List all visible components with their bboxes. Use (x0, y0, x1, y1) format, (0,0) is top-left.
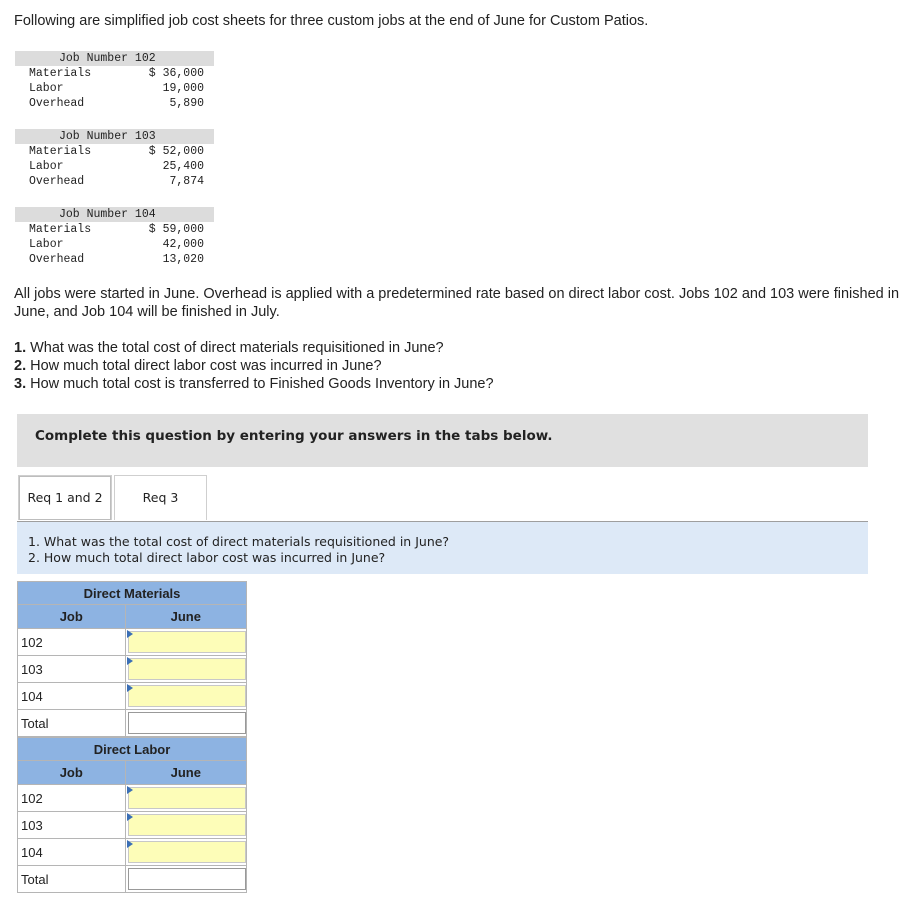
description-paragraph: All jobs were started in June. Overhead is applied with a predetermined rate based on direct labor cost. Jobs 102 and 103 were finished in June, and Job 104 will be finished in July. (14, 286, 900, 320)
row-label: Overhead (29, 253, 85, 266)
job-sheet-header: Job Number 103 (15, 129, 214, 144)
dm-104-input[interactable] (128, 685, 246, 707)
row-label: Labor (29, 82, 64, 95)
row-amount: 25,400 (162, 160, 204, 173)
row-label: Overhead (29, 97, 85, 110)
answer-cell (125, 812, 246, 839)
dm-103-input[interactable] (128, 658, 246, 680)
banner-text: Complete this question by entering your answers in the tabs below. (35, 428, 553, 444)
input-marker-icon (127, 630, 133, 638)
column-header-june: June (125, 605, 246, 629)
row-amount: $ 36,000 (148, 67, 204, 80)
input-marker-icon (127, 657, 133, 665)
tab-req-3[interactable]: Req 3 (114, 475, 207, 520)
job-sheet-row (15, 252, 214, 267)
question-number: 3. (14, 376, 27, 392)
question-2 (14, 357, 382, 375)
row-label: Overhead (29, 175, 85, 188)
question-number: 1. (14, 340, 27, 356)
column-header-june: June (125, 761, 246, 785)
row-label-103: 103 (18, 812, 126, 839)
tab-question-1: 1. What was the total cost of direct materials requisitioned in June? (28, 534, 450, 549)
question-text: What was the total cost of direct materials requisitioned in June? (26, 340, 444, 356)
dm-total-input[interactable] (128, 712, 246, 734)
row-label-102: 102 (18, 785, 126, 812)
row-label-104: 104 (18, 839, 126, 866)
table-row (18, 710, 247, 737)
table-row (18, 785, 247, 812)
row-label-104: 104 (18, 683, 126, 710)
job-sheet-104 (15, 207, 214, 267)
job-sheet-header: Job Number 104 (15, 207, 214, 222)
column-header-job: Job (18, 605, 126, 629)
row-amount: 7,874 (169, 175, 204, 188)
job-sheet-102 (15, 51, 214, 111)
table-row (18, 683, 247, 710)
job-sheet-row (15, 159, 214, 174)
table-title: Direct Materials (18, 582, 247, 605)
dl-103-input[interactable] (128, 814, 246, 836)
input-marker-icon (127, 684, 133, 692)
dl-total-input[interactable] (128, 868, 246, 890)
job-sheet-row (15, 222, 214, 237)
answer-cell (125, 710, 246, 737)
row-label: Materials (29, 223, 92, 236)
row-label: Materials (29, 67, 92, 80)
tab-req-1-and-2[interactable]: Req 1 and 2 (18, 475, 112, 520)
row-label: Materials (29, 145, 92, 158)
row-amount: 19,000 (162, 82, 204, 95)
table-row (18, 812, 247, 839)
tab-question-2: 2. How much total direct labor cost was incurred in June? (28, 550, 386, 565)
table-row (18, 629, 247, 656)
row-amount: 13,020 (162, 253, 204, 266)
dm-102-input[interactable] (128, 631, 246, 653)
dl-104-input[interactable] (128, 841, 246, 863)
column-header-job: Job (18, 761, 126, 785)
question-text: How much total cost is transferred to Finished Goods Inventory in June? (26, 376, 494, 392)
job-sheet-row (15, 66, 214, 81)
question-text: How much total direct labor cost was incurred in June? (26, 358, 382, 374)
row-label: Labor (29, 160, 64, 173)
job-sheet-row (15, 174, 214, 189)
answer-cell (125, 656, 246, 683)
answer-cell (125, 839, 246, 866)
row-amount: $ 59,000 (148, 223, 204, 236)
dl-102-input[interactable] (128, 787, 246, 809)
input-marker-icon (127, 786, 133, 794)
table-title: Direct Labor (18, 738, 247, 761)
job-sheet-header: Job Number 102 (15, 51, 214, 66)
row-label: Labor (29, 238, 64, 251)
input-marker-icon (127, 840, 133, 848)
answer-cell (125, 629, 246, 656)
answer-cell (125, 866, 246, 893)
question-number: 2. (14, 358, 27, 374)
row-label-total: Total (18, 710, 126, 737)
direct-materials-table (17, 581, 247, 737)
input-marker-icon (127, 813, 133, 821)
direct-labor-table (17, 737, 247, 893)
job-sheet-row (15, 144, 214, 159)
table-row (18, 866, 247, 893)
job-sheet-row (15, 96, 214, 111)
answer-cell (125, 785, 246, 812)
question-1 (14, 339, 444, 357)
instruction-banner (17, 414, 868, 467)
job-sheet-row (15, 237, 214, 252)
row-label-102: 102 (18, 629, 126, 656)
tab-question-box (17, 522, 868, 574)
table-row (18, 839, 247, 866)
intro-text: Following are simplified job cost sheets for three custom jobs at the end of June for Custom Patios. (14, 13, 649, 29)
row-amount: $ 52,000 (148, 145, 204, 158)
row-amount: 42,000 (162, 238, 204, 251)
row-label-total: Total (18, 866, 126, 893)
row-label-103: 103 (18, 656, 126, 683)
row-amount: 5,890 (169, 97, 204, 110)
job-sheet-row (15, 81, 214, 96)
table-row (18, 656, 247, 683)
answer-cell (125, 683, 246, 710)
question-3 (14, 375, 494, 393)
job-sheet-103 (15, 129, 214, 189)
